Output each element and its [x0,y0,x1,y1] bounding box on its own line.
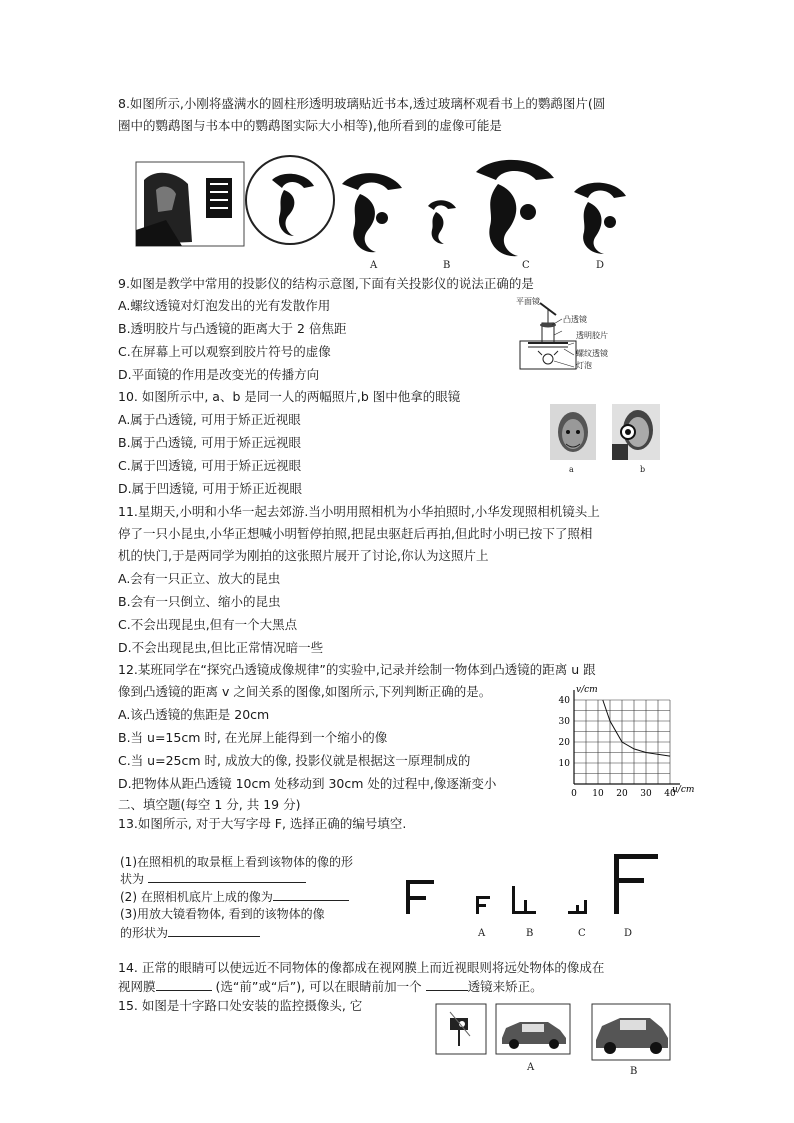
parrot-option-d [574,183,626,254]
q12-line2: 像到凸透镜的距离 v 之间关系的图像,如图所示,下列判断正确的是。 [118,684,492,699]
q13-part1b: 状为 [120,870,306,887]
q11-option-d: D.不会出现昆虫,但比正常情况暗一些 [118,640,324,655]
q9-stem: 9.如图是教学中常用的投影仪的结构示意图,下面有关投影仪的说法正确的是 [118,276,534,291]
q11-line1: 11.星期天,小明和小华一起去郊游.当小明用照相机为小华拍照时,小华发现照相机镜头上 [118,504,600,519]
q10-option-a: A.属于凸透镜, 可用于矫正近视眼 [118,412,301,427]
label-convex-lens: 凸透镜 [563,315,587,324]
y-axis-label: v/cm [576,685,598,695]
letter-f-option-a [476,896,490,914]
chart-axes [574,690,680,784]
car-photo-b [592,1004,670,1060]
q8-label-d: D [596,260,605,271]
q14-blank-1[interactable] [156,978,212,991]
q9-option-c: C.在屏幕上可以观察到胶片符号的虚像 [118,344,331,359]
q15-label-b: B [630,1066,638,1077]
label-bulb: 灯泡 [576,361,592,370]
uv-chart [548,680,695,804]
q9-option-b: B.透明胶片与凸透镜的距离大于 2 倍焦距 [118,321,347,336]
q14-line2: 视网膜 (选“前”或“后”), 可以在眼睛前加一个 透镜来矫正。 [118,979,543,994]
q12-option-d: D.把物体从距凸透镜 10cm 处移动到 30cm 处的过程中,像逐渐变小 [118,776,497,791]
photo-b [612,404,660,460]
x-tick-label: 10 [592,789,604,799]
f-label-c: C [578,928,586,939]
q15-label-a: A [527,1062,535,1073]
q10-option-b: B.属于凸透镜, 可用于矫正远视眼 [118,435,301,450]
q13-part1a: (1)在照相机的取景框上看到该物体的像的形 [120,855,353,869]
q12-line1: 12.某班同学在“探究凸透镜成像规律”的实验中,记录并绘制一物体到凸透镜的距离 u 跟 [118,662,596,677]
q8-line2: 圈中的鹦鹉图与书本中的鹦鹉图实际大小相等),他所看到的虚像可能是 [118,118,502,133]
q13-part3b: 的形状为 [120,924,260,941]
x-axis-label: u/cm [672,785,695,795]
glass-circle-parrot [246,156,334,244]
y-tick-label: 10 [558,759,570,769]
q8-parrot-figure [136,150,656,260]
q8-label-b: B [443,260,451,271]
q13-part2: (2) 在照相机底片上成的像为 [120,888,349,905]
f-label-a: A [478,928,486,939]
parrot-option-a [342,173,402,252]
q12-option-b: B.当 u=15cm 时, 在光屏上能得到一个缩小的像 [118,730,388,745]
q13-blank-2[interactable] [273,888,349,901]
q10-photos [550,404,662,466]
y-tick-label: 40 [558,696,570,706]
parrot-option-c [476,160,554,256]
x-tick-label: 0 [571,789,577,799]
photo-a [550,404,596,460]
q12-option-c: C.当 u=25cm 时, 成放大的像, 投影仪就是根据这一原理制成的 [118,753,471,768]
section2-heading: 二、填空题(每空 1 分, 共 19 分) [118,797,301,812]
y-tick-label: 30 [558,717,570,727]
f-label-b: B [526,928,534,939]
q11-option-a: A.会有一只正立、放大的昆虫 [118,571,281,586]
y-tick-label: 20 [558,738,570,748]
q15-figure [436,1004,672,1066]
q11-option-b: B.会有一只倒立、缩小的昆虫 [118,594,281,609]
q13-part3a: (3)用放大镜看物体, 看到的该物体的像 [120,907,325,921]
letter-f-figure [400,850,660,924]
photo-label-b: b [640,465,646,474]
photo-label-a: a [569,465,574,474]
uv-curve [603,700,670,756]
q13-blank-3[interactable] [168,924,260,937]
q11-line2: 停了一只小昆虫,小华正想喊小明暂停拍照,把昆虫驱赶后再拍,但此时小明已按下了照相 [118,526,593,541]
q8-label-a: A [370,260,378,271]
q8-label-c: C [522,260,530,271]
x-tick-label: 30 [640,789,652,799]
q8-line1: 8.如图所示,小刚将盛满水的圆柱形透明玻璃贴近书本,透过玻璃杯观看书上的鹦鹉图片(圆 [118,96,606,111]
x-tick-label: 40 [664,789,676,799]
q11-option-c: C.不会出现昆虫,但有一个大黑点 [118,617,298,632]
q10-option-c: C.属于凹透镜, 可用于矫正远视眼 [118,458,302,473]
label-fresnel-lens: 螺纹透镜 [576,349,608,358]
q10-stem: 10. 如图所示中, a、b 是同一人的两幅照片,b 图中他拿的眼镜 [118,389,461,404]
letter-f-option-c [568,900,587,914]
letter-f-original [406,880,434,914]
label-plane-mirror: 平面镜 [516,297,540,306]
q14-blank-2[interactable] [426,978,468,991]
label-film: 透明胶片 [576,331,608,340]
book-photo [136,162,244,246]
q9-option-a: A.螺纹透镜对灯泡发出的光有发散作用 [118,298,331,313]
q13-blank-1[interactable] [148,870,306,883]
parrot-option-b [428,200,456,244]
q10-option-d: D.属于凹透镜, 可用于矫正近视眼 [118,481,303,496]
letter-f-option-b [512,886,536,914]
car-photo-a [496,1004,570,1054]
letter-f-option-d [614,854,658,914]
q14-line1: 14. 正常的眼睛可以使远近不同物体的像都成在视网膜上而近视眼则将远处物体的像成在 [118,960,605,975]
q9-option-d: D.平面镜的作用是改变光的传播方向 [118,367,320,382]
q11-line3: 机的快门,于是两同学为刚拍的这张照片展开了讨论,你认为这照片上 [118,548,489,563]
x-tick-label: 20 [616,789,628,799]
camera-photo [436,1004,486,1054]
f-label-d: D [624,928,633,939]
q15-stem: 15. 如图是十字路口处安装的监控摄像头, 它 [118,998,363,1013]
q12-option-a: A.该凸透镜的焦距是 20cm [118,707,270,722]
q13-stem: 13.如图所示, 对于大写字母 F, 选择正确的编号填空. [118,816,407,831]
